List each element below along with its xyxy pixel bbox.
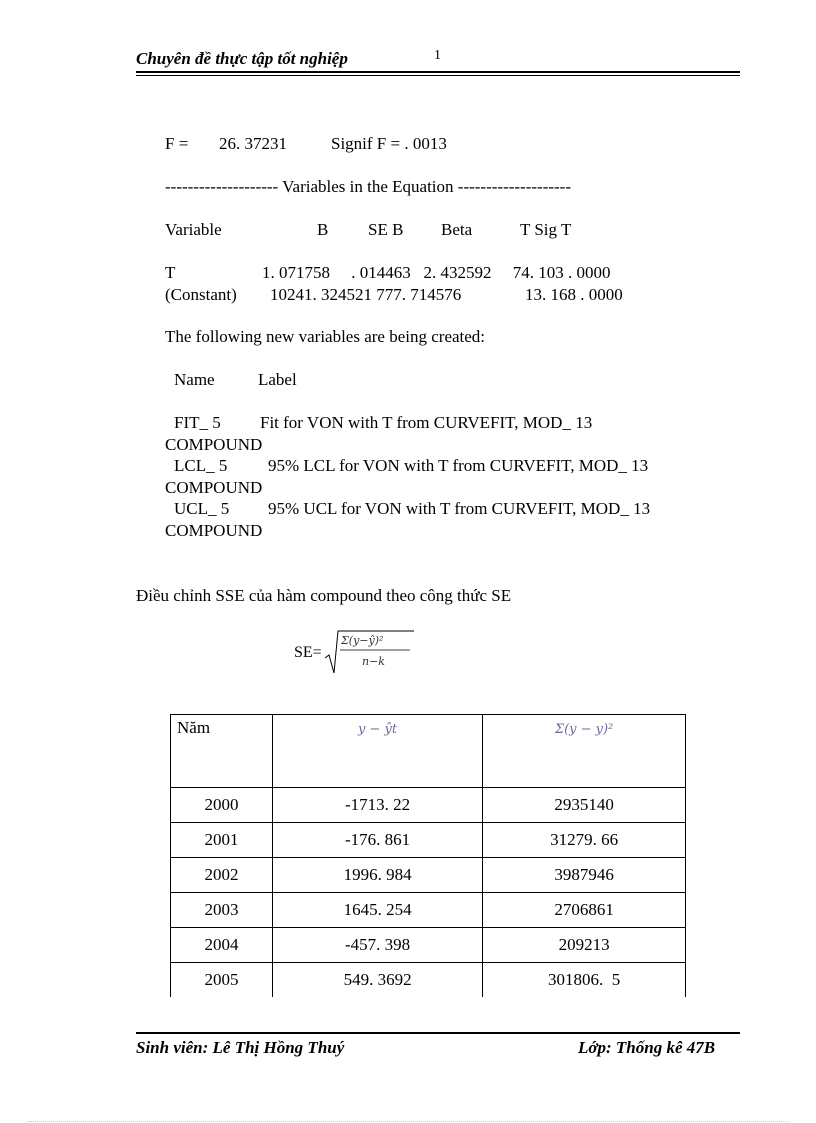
cell-residual: 1996. 984 [272,858,482,893]
cell-residual: -1713. 22 [272,788,482,823]
paragraph: Điều chỉnh SSE của hàm compound theo công thức SE [136,586,512,605]
new-var-label-cont: COMPOUND [165,435,263,454]
col-t-sig: T Sig T [520,220,572,239]
new-var-name: FIT_ 5 [174,413,221,432]
f-value: 26. 37231 [219,134,287,153]
new-var-name: LCL_ 5 [174,456,228,475]
cell-year: 2005 [171,963,273,998]
table-row [171,963,686,998]
cell-residual: 549. 3692 [272,963,482,998]
header-rule-thin [136,75,740,76]
sqrt-fraction [324,628,414,674]
table-row [171,928,686,963]
cell-year: 2003 [171,893,273,928]
cell-year: 2002 [171,858,273,893]
header-residual [272,715,482,788]
new-var-name: UCL_ 5 [174,499,230,518]
row-values: 1. 071758 . 014463 2. 432592 74. 103 . 0000 [262,263,611,282]
col-b: B [317,220,329,239]
formula-lhs: SE= [294,644,322,661]
page-edge-dotted-line [28,1121,788,1122]
header-year: Năm [171,715,273,788]
formula-denominator: n−k [362,655,385,668]
new-vars-name-header: Name [174,370,215,389]
new-var-label: Fit for VON with T from CURVEFIT, MOD_ 13 [260,413,593,432]
cell-residual: 1645. 254 [272,893,482,928]
col-beta: Beta [441,220,473,239]
cell-sum-sq: 31279. 66 [483,823,686,858]
footer-student: Sinh viên: Lê Thị Hồng Thuý [136,1038,345,1057]
header-residual-formula: y − ŷt [358,722,398,737]
cell-year: 2001 [171,823,273,858]
new-vars-intro: The following new variables are being created: [165,327,486,346]
page-number: 1 [434,48,441,63]
new-var-label: 95% LCL for VON with T from CURVEFIT, MOD_ 13 [268,456,649,475]
f-label: F = [165,134,189,153]
new-var-label-cont: COMPOUND [165,521,263,540]
formula-numerator: Σ(y−ŷ)² [341,634,384,647]
cell-sum-sq: 2935140 [483,788,686,823]
cell-residual: -176. 861 [272,823,482,858]
new-var-label: 95% UCL for VON with T from CURVEFIT, MOD_ 13 [268,499,651,518]
footer-rule [136,1032,740,1034]
cell-sum-sq: 3987946 [483,858,686,893]
header-rule-thick [136,71,740,73]
variables-heading: -------------------- Variables in the Equation -------------------- [165,177,572,196]
row-name: T [165,263,176,282]
table-row [171,893,686,928]
footer-class: Lớp: Thống kê 47B [578,1038,716,1057]
table-row [171,788,686,823]
table-header-row [171,715,686,788]
table-row [171,823,686,858]
new-var-label-cont: COMPOUND [165,478,263,497]
col-variable: Variable [165,220,222,239]
header-sum-sq [483,715,686,788]
new-vars-label-header: Label [258,370,297,389]
cell-year: 2004 [171,928,273,963]
row-name: (Constant) [165,285,237,304]
col-se-b: SE B [368,220,404,239]
cell-sum-sq: 209213 [483,928,686,963]
signif-f: Signif F = . 0013 [331,134,447,153]
cell-sum-sq: 301806. 5 [483,963,686,998]
row-values: 10241. 324521 777. 714576 13. 168 . 0000 [270,285,623,304]
table-row [171,858,686,893]
cell-sum-sq: 2706861 [483,893,686,928]
cell-year: 2000 [171,788,273,823]
header-sum-sq-formula: Σ(y − y)² [554,722,614,737]
residuals-table [170,714,686,997]
cell-residual: -457. 398 [272,928,482,963]
header-title: Chuyên đề thực tập tốt nghiệp [136,49,348,68]
